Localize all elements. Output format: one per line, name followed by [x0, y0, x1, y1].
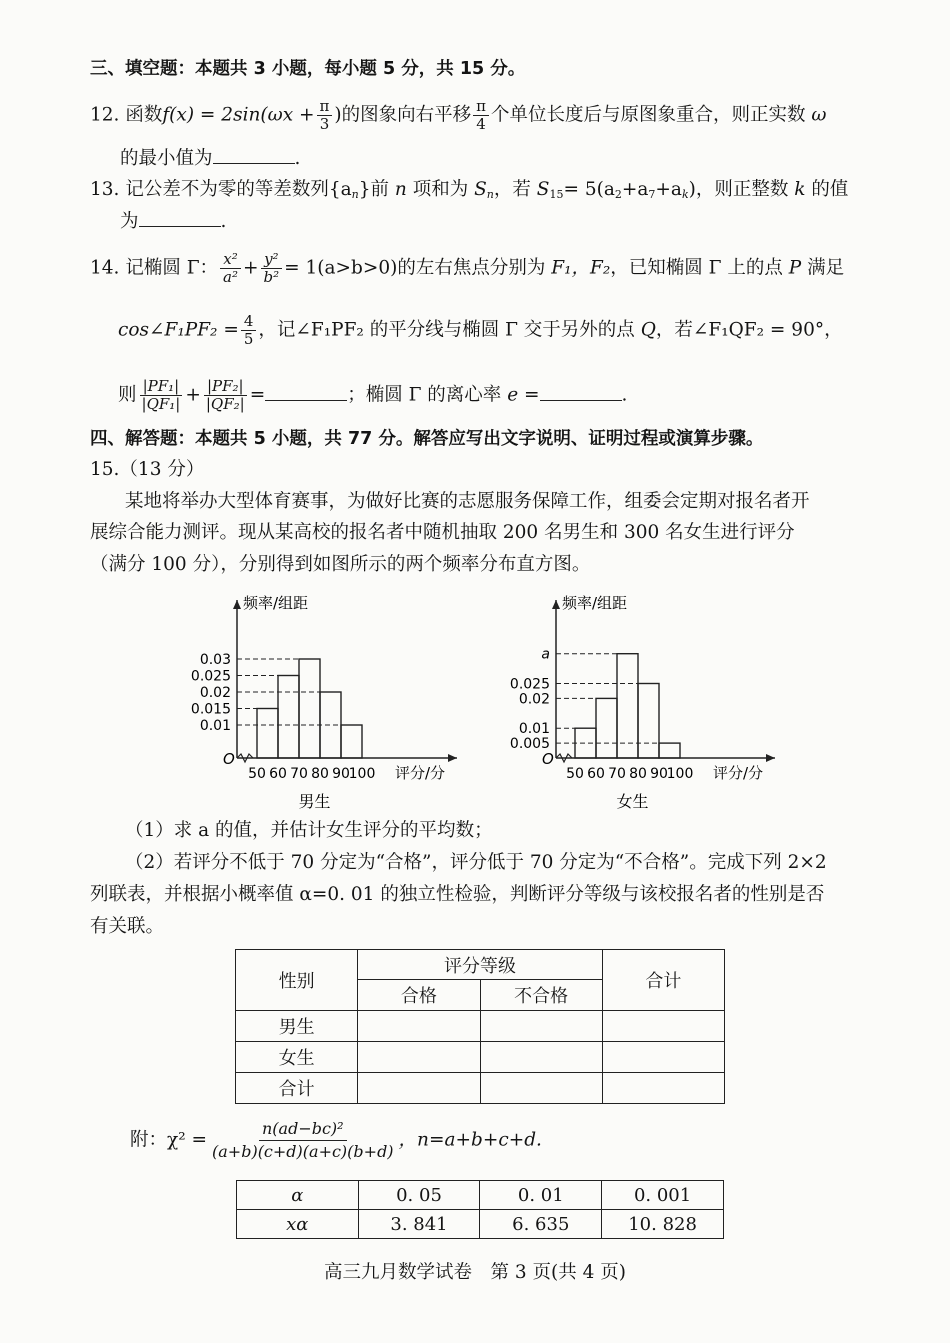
question-13-line2: 为 .	[120, 208, 226, 235]
answer-blank-14a[interactable]	[265, 382, 347, 401]
contingency-table	[235, 949, 725, 1104]
female-bar-70	[617, 654, 638, 758]
cell-total-pass[interactable]	[358, 1073, 480, 1104]
female-bar-90	[659, 743, 680, 758]
male-x-tick-80: 80	[311, 766, 329, 782]
male-origin: O	[223, 750, 235, 768]
female-y-tick-2: 0.02	[518, 691, 550, 708]
row-total-label: 合计	[236, 1073, 358, 1104]
section-4-header: 四、解答题：本题共 5 小题，共 77 分。解答应写出文字说明、证明过程或演算步骤。	[90, 429, 764, 449]
answer-blank-12[interactable]	[213, 145, 295, 164]
cell-male-fail[interactable]	[480, 1011, 602, 1042]
cell-male-pass[interactable]	[358, 1011, 480, 1042]
male-y-tick-4: 0.03	[199, 652, 231, 668]
section-3-header: 三、填空题：本题共 3 小题，每小题 5 分，共 15 分。	[90, 59, 526, 79]
female-y-tick-1: 0.01	[518, 721, 550, 738]
x-alpha-6635: 6. 635	[480, 1210, 602, 1239]
female-x-tick-60: 60	[587, 766, 605, 782]
question-15-number: 15.（13 分）	[90, 459, 205, 480]
cell-female-pass[interactable]	[358, 1042, 480, 1073]
male-y-tick-0: 0.01	[199, 718, 231, 734]
header-grade: 评分等级	[358, 950, 603, 980]
male-y-axis-arrow	[233, 600, 241, 609]
row-male-label: 男生	[236, 1011, 358, 1042]
cell-total-total[interactable]	[602, 1073, 724, 1104]
header-fail: 不合格	[480, 980, 602, 1011]
answer-blank-13[interactable]	[139, 208, 221, 227]
female-x-tick-100: 100	[666, 766, 694, 782]
female-x-tick-90: 90	[650, 766, 668, 782]
female-x-tick-70: 70	[608, 766, 626, 782]
male-x-axis-arrow	[448, 754, 457, 762]
female-x-tick-50: 50	[566, 766, 584, 782]
male-x-tick-100: 100	[348, 766, 376, 782]
male-x-tick-50: 50	[248, 766, 266, 782]
question-12: 12. 函数f(x) = 2sin(ωx + $\frac{\pi}{3}$ )的图象向右平移 $\frac{\pi}{4}$ 个单位长度后与原图象重合，则正实数 ω	[90, 97, 827, 133]
male-bar-50	[257, 709, 278, 759]
male-bar-60	[278, 676, 299, 759]
header-pass: 合格	[358, 980, 480, 1011]
question-12-line2: 的最小值为 .	[120, 145, 300, 172]
cell-total-fail[interactable]	[480, 1073, 602, 1104]
alpha-005: 0. 05	[358, 1181, 480, 1210]
female-x-label: 评分/分	[712, 764, 764, 782]
alpha-0001: 0. 001	[602, 1181, 724, 1210]
question-15-part2: （2）若评分不低于 70 分定为“合格”，评分低于 70 分定为“不合格”。完成下列 2×2	[125, 852, 827, 873]
x-alpha-3841: 3. 841	[358, 1210, 480, 1239]
male-y-tick-1: 0.015	[190, 701, 231, 718]
female-y-tick-3: 0.025	[509, 676, 550, 693]
male-bar-70	[299, 659, 320, 758]
male-x-label: 评分/分	[394, 764, 446, 782]
cell-female-total[interactable]	[602, 1042, 724, 1073]
row-female-label: 女生	[236, 1042, 358, 1073]
answer-blank-14b[interactable]	[540, 382, 622, 401]
male-y-tick-2: 0.02	[199, 685, 231, 701]
question-15-part2-line2: 列联表，并根据小概率值 α=0. 01 的独立性检验，判断评分等级与该校报名者的性别是否	[90, 884, 825, 905]
female-bar-60	[596, 698, 617, 758]
question-13: 13. 记公差不为零的等差数列$\{a_n\}$前 n 项和为 $S_n$，若 $S_{15}= 5(a_2+a_7+a_k)$，则正整数 k 的值	[90, 179, 849, 201]
question-14: 14. 记椭圆 Γ： $\frac{\text{x²}}{\text{a²}}$ + $\frac{\text{y²}}{\text{b²}}$ = 1(a>b>0)的左右焦点分别为 F₁，F₂，已知椭圆 Γ 上的点 P 满足	[90, 250, 845, 286]
male-x-tick-70: 70	[290, 766, 308, 782]
male-x-tick-60: 60	[269, 766, 287, 782]
page-footer: 高三九月数学试卷 第 3 页(共 4 页)	[324, 1262, 626, 1283]
question-14-line3: 则 $\frac{\text{|PF₁|}}{\text{|QF₁|}}$ + $\frac{\text{|PF₂|}}{\text{|QF₂|}}$ = ；椭圆 Γ 的离心率 e = .	[118, 377, 628, 413]
x-alpha-10828: 10. 828	[602, 1210, 724, 1239]
question-15-para3: （满分 100 分），分别得到如图所示的两个频率分布直方图。	[90, 554, 591, 575]
question-15-part1: （1）求 a 的值，并估计女生评分的平均数；	[125, 820, 493, 841]
female-bar-80	[638, 684, 659, 759]
female-y-axis-arrow	[552, 600, 560, 609]
female-origin: O	[542, 750, 554, 768]
alpha-label: α	[237, 1181, 359, 1210]
male-x-tick-90: 90	[332, 766, 350, 782]
male-chart-title: 男生	[298, 792, 331, 811]
question-15-part2-line3: 有关联。	[90, 916, 165, 937]
female-chart-title: 女生	[616, 792, 649, 811]
header-total: 合计	[602, 950, 724, 1011]
x-alpha-label: xα	[237, 1210, 359, 1239]
critical-value-table	[236, 1180, 724, 1239]
male-bar-90	[341, 725, 362, 758]
header-gender: 性别	[236, 950, 358, 1011]
cell-female-fail[interactable]	[480, 1042, 602, 1073]
female-y-tick-0: 0.005	[509, 736, 550, 753]
question-15-para1: 某地将举办大型体育赛事，为做好比赛的志愿服务保障工作，组委会定期对报名者开	[125, 491, 810, 512]
male-y-tick-3: 0.025	[190, 668, 231, 685]
question-14-line2: cos∠F₁PF₂ = $\frac{4}{5}$ ，记∠F₁PF₂ 的平分线与椭圆 Γ 交于另外的点 Q，若∠F₁QF₂ = 90°，	[118, 312, 843, 348]
cell-male-total[interactable]	[602, 1011, 724, 1042]
female-x-axis-arrow	[766, 754, 775, 762]
female-y-label: 频率/组距	[562, 594, 628, 612]
question-15-para2: 展综合能力测评。现从某高校的报名者中随机抽取 200 名男生和 300 名女生进行评分	[90, 522, 795, 543]
histogram-charts	[0, 580, 950, 820]
female-y-tick-4: a	[541, 646, 550, 663]
alpha-001: 0. 01	[480, 1181, 602, 1210]
male-y-label: 频率/组距	[243, 594, 309, 612]
chi-square-formula: 附：χ² = $\frac{\text{n(ad−bc)²}}{(a+b)(c+d)(a+c)(b+d)}$ ，n=a+b+c+d.	[130, 1119, 542, 1161]
female-x-tick-80: 80	[629, 766, 647, 782]
